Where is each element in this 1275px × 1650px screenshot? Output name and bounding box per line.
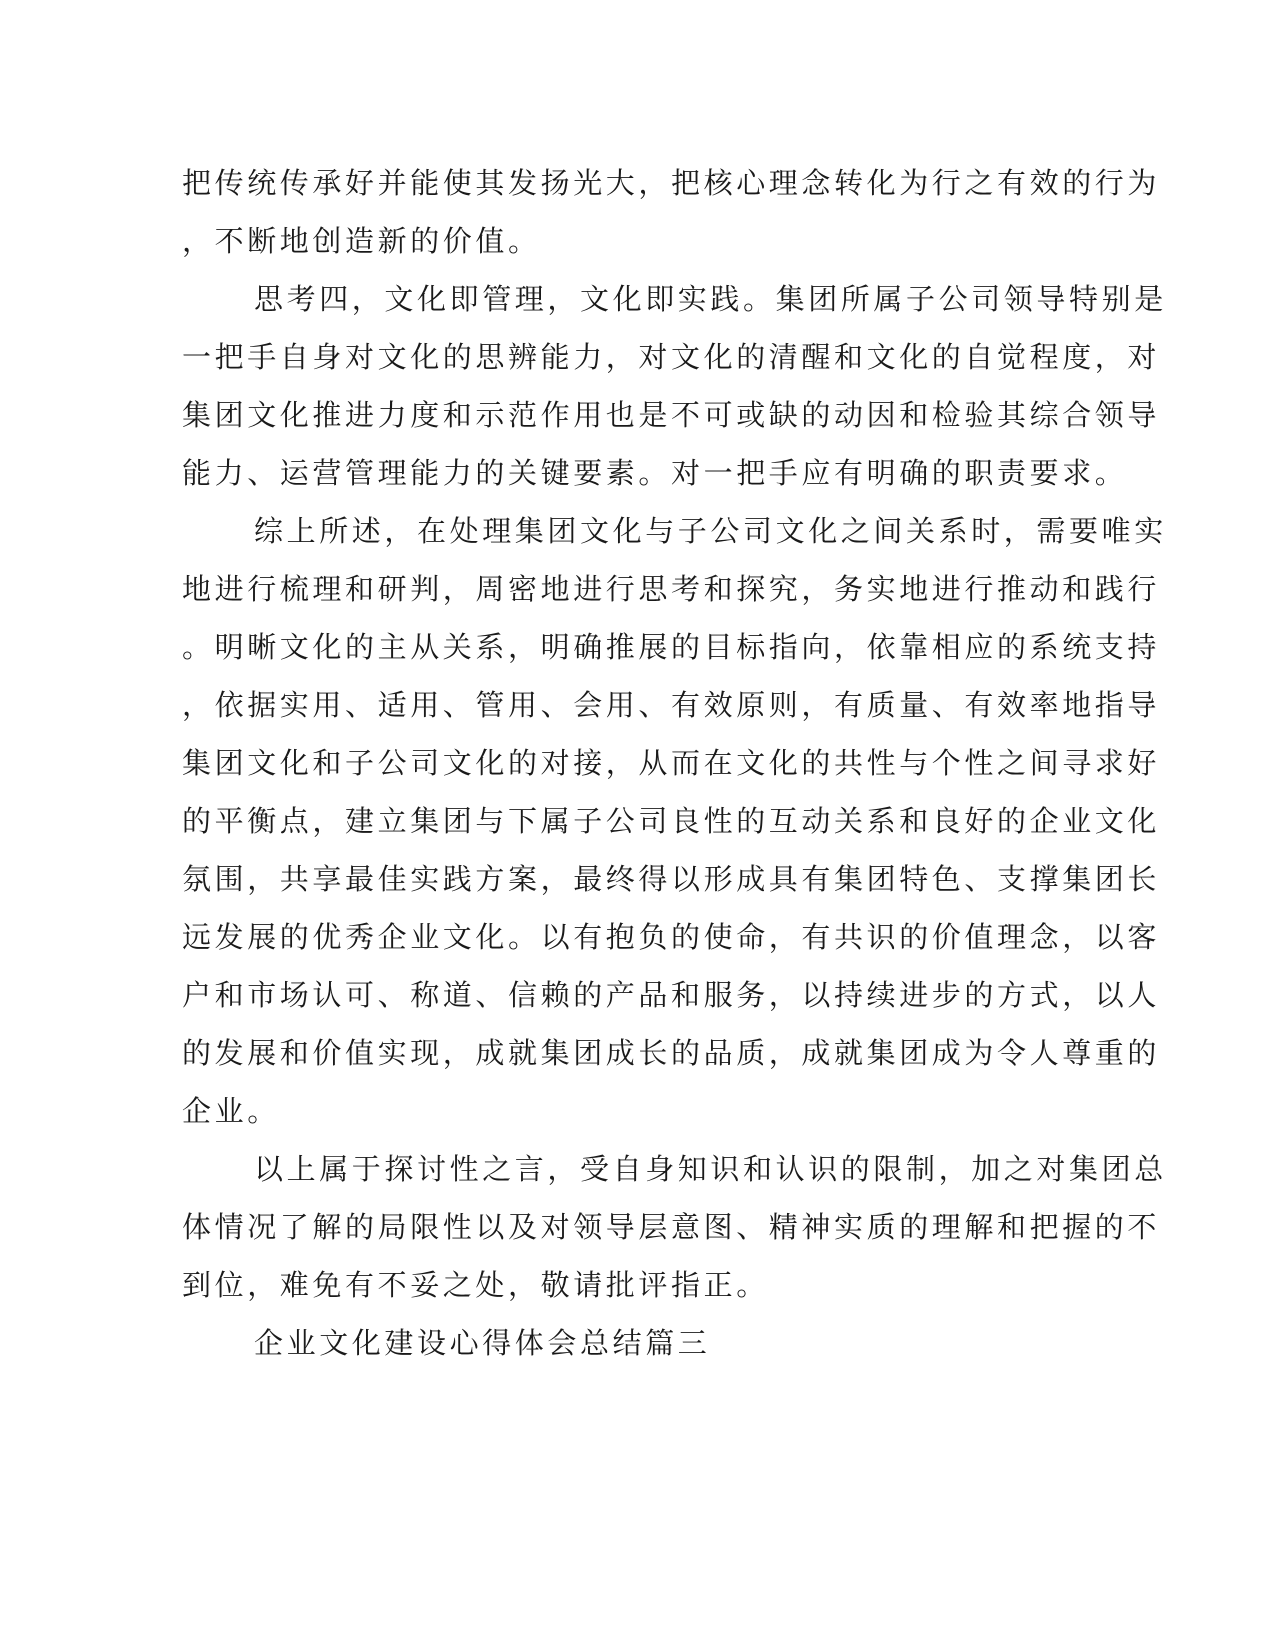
document-body (182, 160, 1167, 1378)
text-line: 远发展的优秀企业文化。以有抱负的使命，有共识的价值理念，以客 (182, 920, 1161, 954)
text-line: 集团文化和子公司文化的对接，从而在文化的共性与个性之间寻求好 (182, 746, 1161, 780)
text-line: 能力、运营管理能力的关键要素。对一把手应有明确的职责要求。 (182, 456, 1128, 490)
text-line: 到位，难免有不妥之处，敬请批评指正。 (182, 1268, 769, 1302)
text-line: ，不断地创造新的价值。 (182, 224, 541, 258)
paragraph-start-line: 综上所述，在处理集团文化与子公司文化之间关系时，需要唯实 (254, 514, 1167, 548)
text-line: 企业。 (182, 1094, 280, 1128)
text-line: 一把手自身对文化的思辨能力，对文化的清醒和文化的自觉程度，对 (182, 340, 1161, 374)
text-line: 氛围，共享最佳实践方案，最终得以形成具有集团特色、支撑集团长 (182, 862, 1161, 896)
paragraph-start-line: 以上属于探讨性之言，受自身知识和认识的限制，加之对集团总 (254, 1152, 1167, 1186)
text-line: ，依据实用、适用、管用、会用、有效原则，有质量、有效率地指导 (182, 688, 1161, 722)
text-line: 地进行梳理和研判，周密地进行思考和探究，务实地进行推动和践行 (182, 572, 1161, 606)
text-line: 的发展和价值实现，成就集团成长的品质，成就集团成为令人尊重的 (182, 1036, 1161, 1070)
text-line: 。明晰文化的主从关系，明确推展的目标指向，依靠相应的系统支持 (182, 630, 1161, 664)
section-heading: 企业文化建设心得体会总结篇三 (254, 1326, 711, 1360)
text-line: 的平衡点，建立集团与下属子公司良性的互动关系和良好的企业文化 (182, 804, 1161, 838)
text-line: 体情况了解的局限性以及对领导层意图、精神实质的理解和把握的不 (182, 1210, 1161, 1244)
paragraph-start-line: 思考四，文化即管理，文化即实践。集团所属子公司领导特别是 (254, 282, 1167, 316)
text-line: 户和市场认可、称道、信赖的产品和服务，以持续进步的方式，以人 (182, 978, 1161, 1012)
text-line: 集团文化推进力度和示范作用也是不可或缺的动因和检验其综合领导 (182, 398, 1161, 432)
text-line: 把传统传承好并能使其发扬光大，把核心理念转化为行之有效的行为 (182, 166, 1161, 200)
